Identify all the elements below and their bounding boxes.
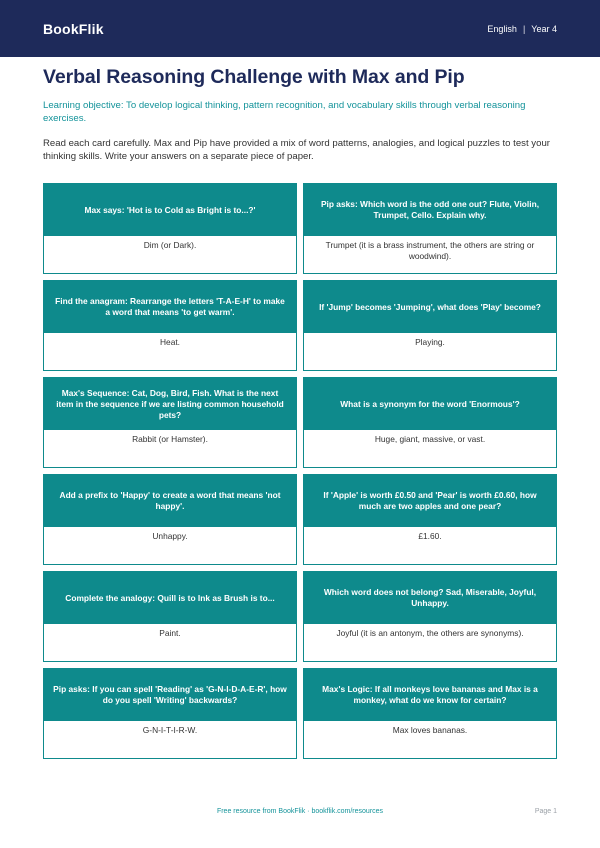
brand-logo[interactable]: BookFlik (43, 20, 104, 37)
card-question: Find the anagram: Rearrange the letters 'T-A-E-H' to make a word that means 'to get warm'. (44, 281, 296, 333)
question-card (43, 280, 297, 371)
question-card (303, 571, 557, 662)
card-answer: Joyful (it is an antonym, the others are synonyms). (336, 628, 524, 638)
question-card (43, 571, 297, 662)
card-answer: Unhappy. (152, 531, 188, 541)
card-answer: Heat. (159, 337, 181, 347)
intro-text: Read each card carefully. Max and Pip have provided a mix of word patterns, analogies, and logical puzzles to test your thinking skills. Write your answers on a separate piece of paper. (43, 138, 550, 162)
card-question: Complete the analogy: Quill is to Ink as Brush is to... (44, 572, 296, 624)
card-question: Pip asks: Which word is the odd one out? Flute, Violin, Trumpet, Cello. Explain why. (304, 184, 556, 236)
question-card (303, 668, 557, 759)
header-meta (487, 24, 557, 34)
question-card (303, 377, 557, 468)
card-question: If 'Jump' becomes 'Jumping', what does 'Play' become? (304, 281, 556, 333)
question-card (303, 474, 557, 565)
card-grid (43, 183, 557, 759)
header-bar (0, 0, 600, 57)
card-answer: Rabbit (or Hamster). (132, 434, 208, 444)
card-answer: Max loves bananas. (392, 725, 468, 735)
card-answer: Playing. (415, 337, 445, 347)
card-answer: Paint. (159, 628, 181, 638)
question-card (43, 183, 297, 274)
footer-link[interactable]: Free resource from BookFlik · bookflik.com/resources (216, 808, 384, 815)
year-label: Year 4 (531, 23, 557, 34)
question-card (303, 183, 557, 274)
card-question: Which word does not belong? Sad, Miserable, Joyful, Unhappy. (304, 572, 556, 624)
card-question: Pip asks: If you can spell 'Reading' as 'G-N-I-D-A-E-R', how do you spell 'Writing' backwards? (44, 669, 296, 721)
question-card (43, 377, 297, 468)
card-answer: £1.60. (418, 531, 442, 541)
card-question: If 'Apple' is worth £0.50 and 'Pear' is worth £0.60, how much are two apples and one pear? (304, 475, 556, 527)
card-answer: Huge, giant, massive, or vast. (374, 434, 486, 444)
language-label: English (487, 23, 517, 34)
page-number: Page 1 (534, 808, 557, 815)
card-answer: Trumpet (it is a brass instrument, the others are string or woodwind). (325, 240, 535, 261)
card-question: What is a synonym for the word 'Enormous'? (304, 378, 556, 430)
card-question: Max says: 'Hot is to Cold as Bright is to...?' (44, 184, 296, 236)
question-card (43, 668, 297, 759)
question-card (303, 280, 557, 371)
page-title: Verbal Reasoning Challenge with Max and Pip (43, 66, 465, 88)
meta-separator: | (522, 23, 526, 34)
card-question: Max's Sequence: Cat, Dog, Bird, Fish. What is the next item in the sequence if we are listing common household pets? (44, 378, 296, 430)
question-card (43, 474, 297, 565)
card-answer: G-N-I-T-I-R-W. (142, 725, 198, 735)
card-question: Max's Logic: If all monkeys love bananas and Max is a monkey, what do we know for certain? (304, 669, 556, 721)
learning-objective: Learning objective: To develop logical thinking, pattern recognition, and vocabulary skills through verbal reasoning exercises. (43, 100, 526, 124)
card-answer: Dim (or Dark). (143, 240, 197, 250)
card-question: Add a prefix to 'Happy' to create a word that means 'not happy'. (44, 475, 296, 527)
